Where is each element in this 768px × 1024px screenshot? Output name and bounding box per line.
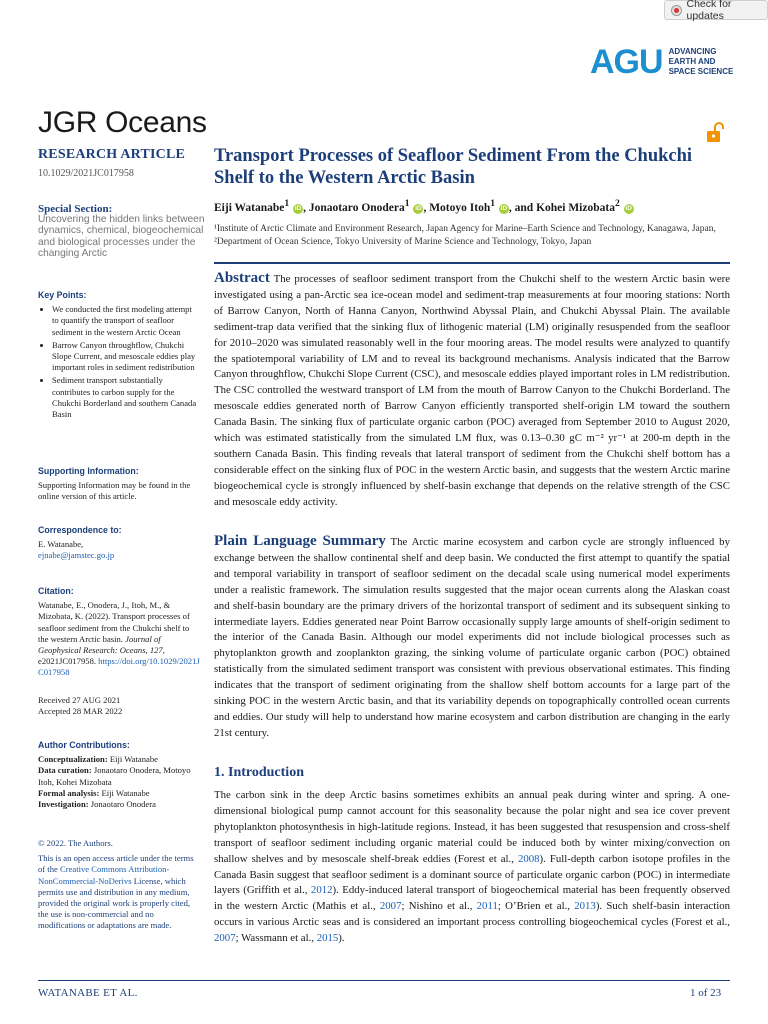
citation-text: Watanabe, E., Onodera, J., Itoh, M., & Mizobata, K. (2022). Transport processes of seafloor sediment from the Chukchi shelf to the western Arctic basin. Journal of Geophysical Research: Oceans, 127, e2021JC017958. https://doi.org/10.1029/2021JC017958 [38,600,200,678]
author-name: Jonaotaro Onodera [308,201,405,214]
citation [38,586,200,679]
open-lock-icon [706,122,726,144]
pls-heading: Plain Language Summary [214,533,386,549]
affiliations: ¹Institute of Arctic Climate and Environment Research, Japan Agency for Marine–Earth Science and Technology, Kanagawa, Japan, ²Department of Ocean Science, Tokyo University of Marine Science and Technology, Tokyo, Japan [214,224,716,247]
contribution-item: Conceptualization: Eiji Watanabe [38,754,158,765]
article-title: Transport Processes of Seafloor Sediment From the Chukchi Shelf to the Western Arctic Basin [214,146,693,188]
author-name: Motoyo Itoh [429,201,491,214]
reference-link[interactable]: 2007 [379,900,402,913]
agu-logo-mark: AGU [590,42,663,81]
key-point: • Barrow Canyon throughflow, Chukchi Slope Current, and mesoscale eddies play important roles in sediment redistribution [52,340,200,374]
author-name: Eiji Watanabe [214,201,285,214]
footer-divider [38,980,730,981]
orcid-icon[interactable]: iD [625,204,632,212]
abstract [214,271,730,511]
supporting-text: Supporting Information may be found in the online version of this article. [38,480,191,502]
author-list: Eiji Watanabe$^1$ iD , Jonaotaro Onodera$^1$ iD , Motoyo Itoh$^1$ iD , and Kohei Mizobata$^2$ iD [214,198,632,214]
doi: 10.1029/2021JC017958 [38,168,134,179]
check-updates-icon [671,5,682,16]
check-updates-label: Check for updates [686,0,732,22]
license-text: This is an open access article under the terms of the Creative Commons Attribution-NonCommercial-NoDerivs License, which permits use and distribution in any medium, provided the original work is properly cited, the use is non-commercial and no modifications or adaptations are made. [38,853,194,931]
key-points-label: Key Points: [38,290,87,300]
copyright: © 2022. The Authors. [38,838,113,848]
orcid-icon[interactable]: iD [415,204,422,212]
key-point: • Sediment transport substantially contributes to carbon supply for the Chukchi Borderland and southern Canada Basin [52,375,200,420]
contributions-label: Author Contributions: [38,740,130,750]
reference-link[interactable]: 2012 [310,884,333,897]
key-points [38,290,200,422]
correspondence [38,525,200,562]
agu-tagline: ADVANCING EARTH AND SPACE SCIENCE [668,47,734,76]
citation-doi-link[interactable]: https://doi.org/10.1029/2021JC017958 [38,656,200,678]
reference-link[interactable]: 2013 [574,900,596,913]
reference-link[interactable]: 2008 [517,852,540,865]
contribution-item: Formal analysis: Eiji Watanabe [38,787,150,798]
plain-language-summary [214,534,730,742]
correspondence-label: Correspondence to: [38,525,122,535]
received-date: Received 27 AUG 2021 [38,695,121,705]
orcid-icon[interactable]: iD [294,204,302,212]
key-point: • We conducted the first modeling attempt to quantify the transport of seafloor sediment in the western Arctic Ocean [52,304,200,338]
author-contributions [38,740,200,810]
page-number: 1 of 23 [690,987,722,999]
abstract-text: The processes of seafloor sediment transport from the Chukchi shelf to the western Arctic basin were investigated using a pan-Arctic sea ice-ocean model and sediment-trap measurements at four mooring stations: North of Barrow Canyon, North of Hanna Canyon, Northwind Abyssal Plain, and Chukchi Abyssal Plain. The available sediment-trap data verified that the sinking flux of lithogenic material (LM) originally resuspended from the seafloor for 2010–2020 was simulated reasonably well in the four mooring areas. The model results were analyzed to quantify the spatiotemporal variability of LM and to reveal its background mechanisms. Analysis indicated that the Barrow Canyon throughflow, Chukchi Slope Current (CSC), and mesoscale eddies played important roles in LM redistribution. The CSC controlled the westward transport of LM from the mouth of Barrow Canyon to the Chukchi Borderland. The mesoscale eddies generated north of Barrow Canyon efficiently transported shelf-origin LM toward the southern Canada Basin. The sinking flux of particulate organic carbon (POC) averaged from September 2010 to August 2020, which was estimated statistically from the simulated LM flux, was 0.13–0.30 gC m⁻² yr⁻¹ at 200-m depth in the southern Canada Basin. This finding reveals that lateral transport of sediment from the Chukchi shelf bottom has a considerable effect on the sinking flux of POC in the western Arctic basin, and suggests that the western Arctic marine biogeochemical cycle is strongly influenced by shelf-basin exchange that depends on the relative strength of the CSC and mesoscale eddy activity. [214,273,730,508]
citation-journal: Journal of Geophysical Research: Oceans, 127, [38,633,165,656]
supporting-information [38,466,200,503]
supporting-label: Supporting Information: [38,466,139,476]
correspondence-email-link[interactable]: ejnabe@jamstec.go.jp [38,550,115,561]
accepted-date: Accepted 28 MAR 2022 [38,706,123,717]
license-link[interactable]: Creative Commons Attribution-NonCommercial-NoDerivs [38,864,170,886]
reference-link[interactable]: 2011 [476,900,498,913]
check-for-updates-button[interactable] [664,0,768,20]
section-divider [214,262,730,264]
introduction-heading: 1. Introduction [214,765,304,780]
introduction-text: The carbon sink in the deep Arctic basins sometimes exhibits an annual peak during winter and spring. A one-dimensional biological pump cannot account for this seasonality because the polar night and sea ice cover prevent phytoplankton photosynthesis in high-latitude regions. Instead, it has been suggested that resuspension and cross-shelf transport of seafloor sediment including organic material could be induced both by winter mixing/convection on shallow shelves and by mesoscale shelf-break eddies (Forest et al., 2008). Full-depth carbon isotope profiles in the Canada Basin suggest that seafloor sediment is a dominant source of particulate organic carbon (POC) in intermediate layers (Griffith et al., 2012). Eddy-induced lateral transport of biogeochemical material has been frequently observed in the western Arctic (Mathis et al., 2007; Nishino et al., 2011; O’Brien et al., 2013). Such shelf-basin interaction occurs in various Arctic seas and is considered an important process controlling biogeochemical cycles (Forest et al., 2007; Wassmann et al., 2015). [214,789,731,945]
orcid-icon[interactable]: iD [500,204,508,212]
reference-link[interactable]: 2007 [214,932,236,945]
abstract-heading: Abstract [214,270,270,286]
agu-logo [590,42,733,82]
key-points-list [38,304,200,420]
reference-link[interactable]: 2015 [316,932,339,945]
dates [38,695,200,717]
pls-text: The Arctic marine ecosystem and carbon cycle are strongly influenced by exchange between the shallow continental shelf and deep basin. We conducted the first attempt to quantify the spatial and temporal variability in transport of seafloor sediment on the decadal scale using numerical model experiments under a realistic framework. The simulation results suggested that the major ocean currents along the Alaskan coast and shelf-basin boundary are the primary drivers of the horizontal transport of sediment and its subsequent sinking to intermediate layers. Eddies generated near Point Barrow occasionally supply large amounts of shelf-origin sediment to the interior of the Canada Basin. Although our model experiments did not include biological processes such as phytoplankton growth and zooplankton grazing, the sinking volume of particulate organic carbon (POC) obtained statistically from the simulated sediment transport was consistent with previous observational estimates. This finding indicates that the transport of sediment originating from the shallow shelf bottom accounts for a large part of the sinking POC in the western Arctic basin, and that its variability depends on topographically controlled ocean currents and eddies. Our study will help to understand how marine ecosystem and carbon distribution are changing in the early 21st century. [214,536,730,739]
special-section-label: Special Section: [38,203,113,215]
footer-authors: WATANABE ET AL. [38,987,138,999]
journal-title: JGR Oceans [38,106,207,139]
contribution-item: Investigation: Jonaotaro Onodera [38,799,156,810]
author-name: Kohei Mizobata [536,201,615,214]
special-section-text: Uncovering the hidden links between dynamics, chemical, biogeochemical and biological processes under the changing Arctic [38,214,205,260]
contribution-item: Data curation: Jonaotaro Onodera, Motoyo Itoh, Kohei Mizobata [38,765,191,787]
license-block [38,838,200,932]
correspondence-name: E. Watanabe, [38,539,84,550]
article-type: RESEARCH ARTICLE [38,147,186,162]
citation-label: Citation: [38,586,74,596]
